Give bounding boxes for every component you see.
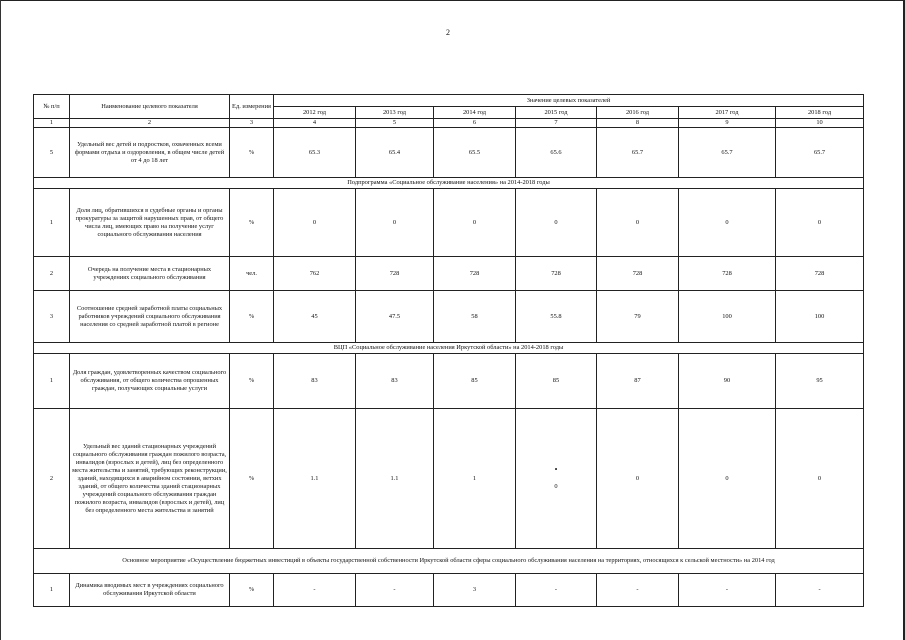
- table-row: [34, 574, 864, 607]
- value-cell: 55.8: [516, 291, 597, 343]
- column-number: 7: [516, 119, 597, 128]
- page-number: 2: [446, 28, 450, 37]
- unit-cell: %: [230, 574, 274, 607]
- section-row: [34, 343, 864, 354]
- value-cell: 83: [356, 354, 434, 409]
- header-values-title: Значение целевых показателей: [274, 95, 864, 107]
- value-cell: 87: [597, 354, 679, 409]
- indicator-name: Соотношение средней заработной платы социальных работников учреждений социального обслуживания населения со средней заработной платой в регионе: [70, 291, 230, 343]
- value-cell: 85: [516, 354, 597, 409]
- value-cell: 0: [356, 189, 434, 257]
- column-number: 9: [679, 119, 776, 128]
- table-body: [34, 95, 864, 607]
- indicator-name: Динамика вводимых мест в учреждениях социального обслуживания Иркутской области: [70, 574, 230, 607]
- row-number: 2: [34, 409, 70, 549]
- value-cell: 83: [274, 354, 356, 409]
- header-year: 2018 год: [776, 107, 864, 119]
- value-cell: 65.6: [516, 128, 597, 178]
- value-cell: 0: [776, 409, 864, 549]
- table-row: [34, 128, 864, 178]
- value-cell: 85: [434, 354, 516, 409]
- row-number: 3: [34, 291, 70, 343]
- table-row: [34, 354, 864, 409]
- column-number: 8: [597, 119, 679, 128]
- value-cell: 728: [434, 257, 516, 291]
- value-cell: 100: [679, 291, 776, 343]
- column-number-row: [34, 119, 864, 128]
- row-number: 5: [34, 128, 70, 178]
- unit-cell: %: [230, 291, 274, 343]
- value-cell: 0: [597, 409, 679, 549]
- value-cell: 0: [516, 189, 597, 257]
- header-year: 2017 год: [679, 107, 776, 119]
- value-cell: 0: [274, 189, 356, 257]
- value-cell: -: [597, 574, 679, 607]
- value-cell: 3: [434, 574, 516, 607]
- value-cell: 728: [776, 257, 864, 291]
- row-number: 1: [34, 189, 70, 257]
- table-row: [34, 257, 864, 291]
- value-cell: 90: [679, 354, 776, 409]
- column-number: 5: [356, 119, 434, 128]
- value-cell: 79: [597, 291, 679, 343]
- value-cell: 65.4: [356, 128, 434, 178]
- page-left-border: [0, 0, 1, 640]
- value-cell: 45: [274, 291, 356, 343]
- value-cell: 0: [597, 189, 679, 257]
- unit-cell: %: [230, 189, 274, 257]
- value-cell: 762: [274, 257, 356, 291]
- unit-cell: чел.: [230, 257, 274, 291]
- value-cell: -: [356, 574, 434, 607]
- value-cell: 0: [434, 189, 516, 257]
- value-cell: 1: [434, 409, 516, 549]
- value-cell: 1.1: [274, 409, 356, 549]
- table-row: [34, 189, 864, 257]
- header-row: [34, 95, 864, 107]
- page-top-border: [0, 0, 905, 1]
- scan-speck: •: [554, 464, 558, 474]
- value-cell: 58: [434, 291, 516, 343]
- unit-cell: %: [230, 354, 274, 409]
- indicator-name: Удельный вес детей и подростков, охваченных всеми формами отдыха и оздоровления, в общем числе детей от 4 до 18 лет: [70, 128, 230, 178]
- row-number: 1: [34, 574, 70, 607]
- section-row: [34, 178, 864, 189]
- value-cell: 728: [679, 257, 776, 291]
- value-cell: 65.7: [597, 128, 679, 178]
- column-number: 4: [274, 119, 356, 128]
- header-unit: Ед. измерения: [230, 95, 274, 119]
- column-number: 10: [776, 119, 864, 128]
- value-cell: 0: [679, 189, 776, 257]
- value-cell: -: [776, 574, 864, 607]
- column-number: 2: [70, 119, 230, 128]
- header-year: 2012 год: [274, 107, 356, 119]
- column-number: 3: [230, 119, 274, 128]
- header-year: 2013 год: [356, 107, 434, 119]
- header-year: 2015 год: [516, 107, 597, 119]
- value-cell: 728: [356, 257, 434, 291]
- value-cell: 100: [776, 291, 864, 343]
- unit-cell: %: [230, 409, 274, 549]
- value-cell: 65.7: [776, 128, 864, 178]
- header-year: 2016 год: [597, 107, 679, 119]
- column-number: 6: [434, 119, 516, 128]
- value-cell: 47.5: [356, 291, 434, 343]
- value-cell: 0: [776, 189, 864, 257]
- indicator-name: Очередь на получение места в стационарных учреждениях социального обслуживания: [70, 257, 230, 291]
- section-title: Основное мероприятие «Осуществление бюджетных инвестиций в объекты государственной собственности Иркутской области сферы социального обслуживания населения на территориях, относящихся к сельской местности» на 2014 год: [34, 549, 864, 574]
- value-cell: 728: [597, 257, 679, 291]
- row-number: 2: [34, 257, 70, 291]
- value-cell: 0: [679, 409, 776, 549]
- section-title: Подпрограмма «Социальное обслуживание населения» на 2014-2018 годы: [34, 178, 864, 189]
- value-cell: 1.1: [356, 409, 434, 549]
- header-year: 2014 год: [434, 107, 516, 119]
- value-cell: 95: [776, 354, 864, 409]
- header-name: Наименование целевого показателя: [70, 95, 230, 119]
- indicator-name: Доля лиц, обратившихся в судебные органы и органы прокуратуры за защитой нарушенных прав, от общего числа лиц, имеющих право на получение услуг социального обслуживания населения: [70, 189, 230, 257]
- target-indicators-table: [33, 94, 864, 607]
- header-num: № п/п: [34, 95, 70, 119]
- section-row: [34, 549, 864, 574]
- value-cell: 65.7: [679, 128, 776, 178]
- table-row: [34, 409, 864, 549]
- value-cell: -: [274, 574, 356, 607]
- value-cell: -: [679, 574, 776, 607]
- value-cell: 65.5: [434, 128, 516, 178]
- unit-cell: %: [230, 128, 274, 178]
- indicator-name: Удельный вес зданий стационарных учреждений социального обслуживания граждан пожилого возраста, инвалидов (взрослых и детей), лиц без определенного места жительства и занятий, требующих реконструкции, зданий, находящихся в аварийном состоянии, ветхих зданий, от общего количества зданий стационарных учреждений социального обслуживания граждан пожилого возраста, инвалидов (взрослых и детей), лиц без определенного места жительства и занятий: [70, 409, 230, 549]
- column-number: 1: [34, 119, 70, 128]
- section-title: ВЦП «Социальное обслуживание населения Иркутской области» на 2014-2018 годы: [34, 343, 864, 354]
- row-number: 1: [34, 354, 70, 409]
- table-row: [34, 291, 864, 343]
- indicator-name: Доля граждан, удовлетворенных качеством социального обслуживания, от общего количества опрошенных граждан, получающих социальные услуги: [70, 354, 230, 409]
- value-cell: 728: [516, 257, 597, 291]
- value-cell: -: [516, 574, 597, 607]
- value-cell: • 0: [516, 409, 597, 549]
- value-cell: 65.3: [274, 128, 356, 178]
